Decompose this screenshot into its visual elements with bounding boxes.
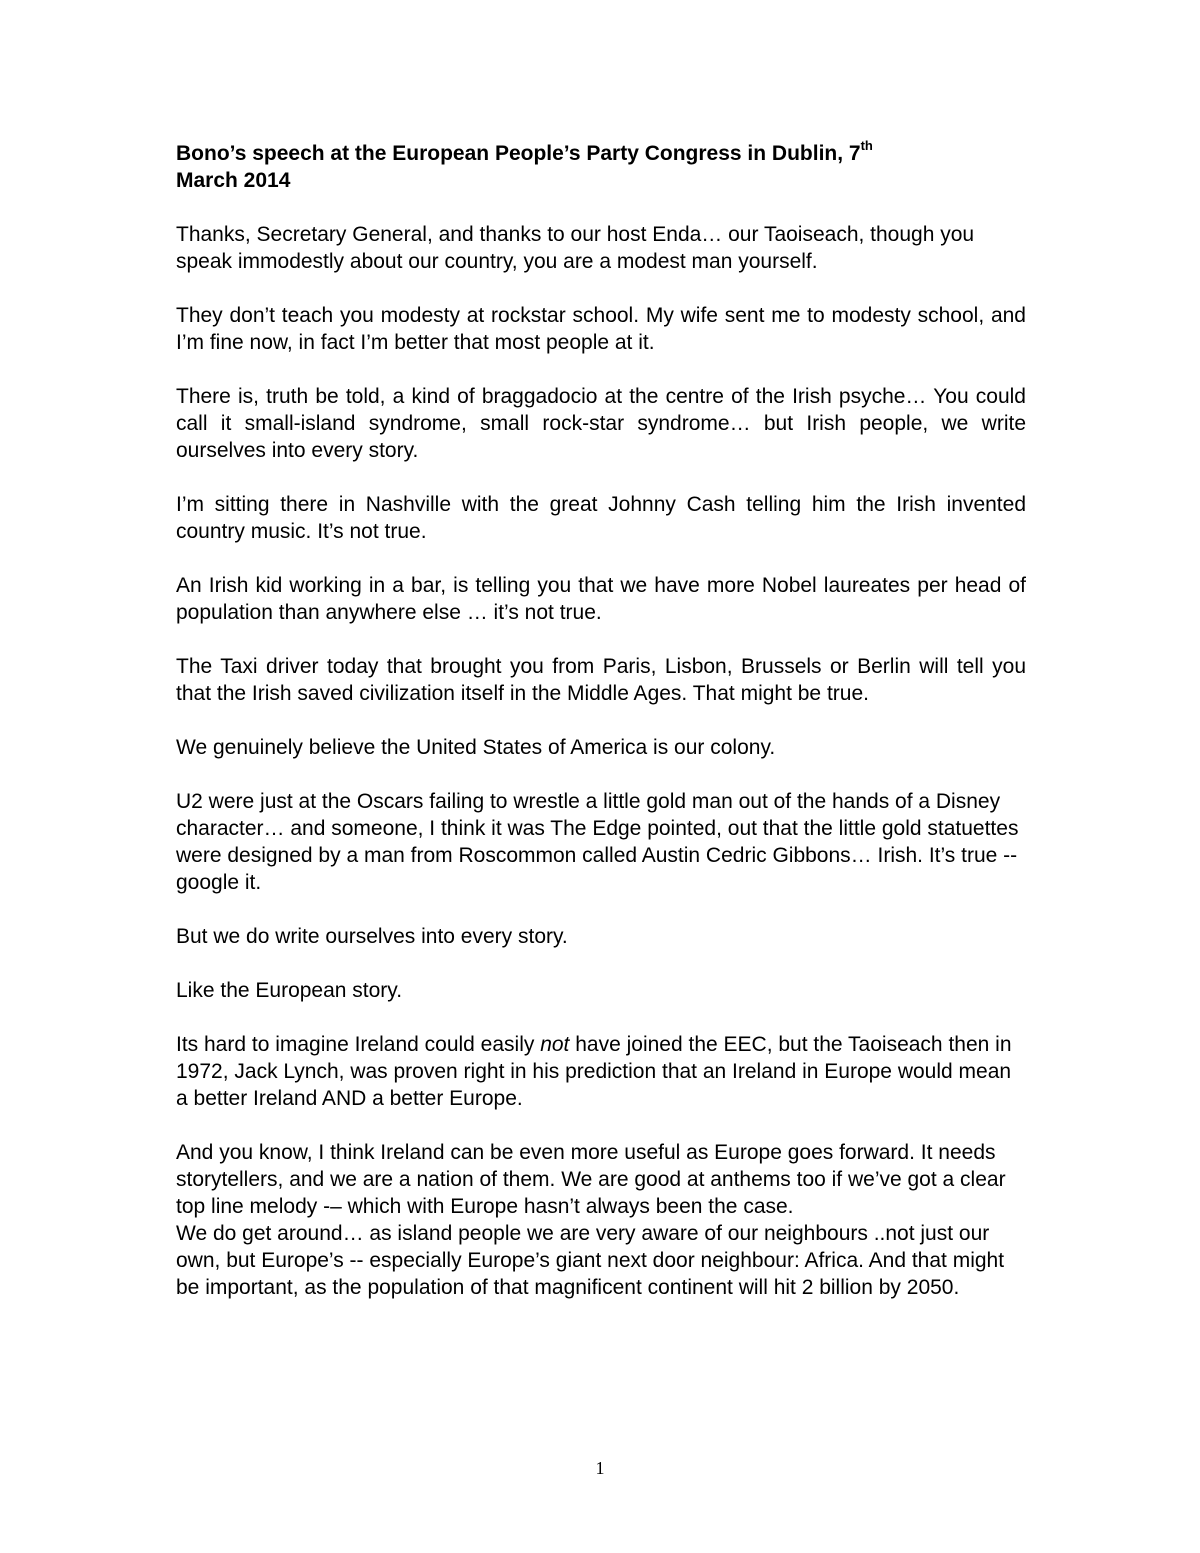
title-date: March 2014 bbox=[176, 169, 291, 192]
document-title bbox=[176, 140, 1026, 194]
paragraph-11-emphasis: not bbox=[540, 1033, 570, 1056]
page-number: 1 bbox=[595, 1458, 605, 1478]
paragraph-12: And you know, I think Ireland can be even more useful as Europe goes forward. It needs storytellers, and we are a nation of them. We are good at anthems too if we’ve got a clear top line melody -– which with Europe hasn’t always been the case. bbox=[176, 1141, 1006, 1218]
paragraph-3: There is, truth be told, a kind of braggadocio at the centre of the Irish psyche… You could call it small-island syndrome, small rock-star syndrome… but Irish people, we write ourselves into every story. bbox=[176, 385, 1026, 462]
paragraph-11-end: have joined the EEC, but the Taoiseach then in 1972, Jack Lynch, was proven right in his prediction that an Ireland in Europe would mean a better Ireland AND a better Europe. bbox=[176, 1033, 1012, 1110]
paragraph-9: But we do write ourselves into every story. bbox=[176, 925, 568, 948]
paragraph-6: The Taxi driver today that brought you from Paris, Lisbon, Brussels or Berlin will tell you that the Irish saved civilization itself in the Middle Ages. That might be true. bbox=[176, 655, 1026, 705]
title-main: Bono’s speech at the European People’s Party Congress in Dublin, 7 bbox=[176, 142, 861, 165]
paragraph-11 bbox=[176, 1031, 1026, 1112]
paragraph-8: U2 were just at the Oscars failing to wrestle a little gold man out of the hands of a Disney character… and someone, I think it was The Edge pointed, out that the little gold statuettes were designed by a man from Roscommon called Austin Cedric Gibbons… Irish. It’s true -- google it. bbox=[176, 790, 1019, 894]
paragraph-2: They don’t teach you modesty at rockstar school. My wife sent me to modesty school, and I’m fine now, in fact I’m better that most people at it. bbox=[176, 304, 1026, 354]
document-body bbox=[176, 140, 1026, 1328]
paragraph-13: We do get around… as island people we are very aware of our neighbours ..not just our own, but Europe’s -- especially Europe’s giant next door neighbour: Africa. And that might be important, as the population of that magnificent continent will hit 2 billion by 2050. bbox=[176, 1222, 1005, 1299]
paragraph-7: We genuinely believe the United States of America is our colony. bbox=[176, 736, 776, 759]
paragraph-10: Like the European story. bbox=[176, 979, 403, 1002]
title-superscript: th bbox=[860, 138, 873, 153]
paragraph-1: Thanks, Secretary General, and thanks to our host Enda… our Taoiseach, though you speak immodestly about our country, you are a modest man yourself. bbox=[176, 223, 975, 273]
paragraph-5: An Irish kid working in a bar, is telling you that we have more Nobel laureates per head of population than anywhere else … it’s not true. bbox=[176, 574, 1026, 624]
paragraph-11-start: Its hard to imagine Ireland could easily bbox=[176, 1033, 541, 1056]
paragraph-4: I’m sitting there in Nashville with the great Johnny Cash telling him the Irish invented country music. It’s not true. bbox=[176, 493, 1026, 543]
